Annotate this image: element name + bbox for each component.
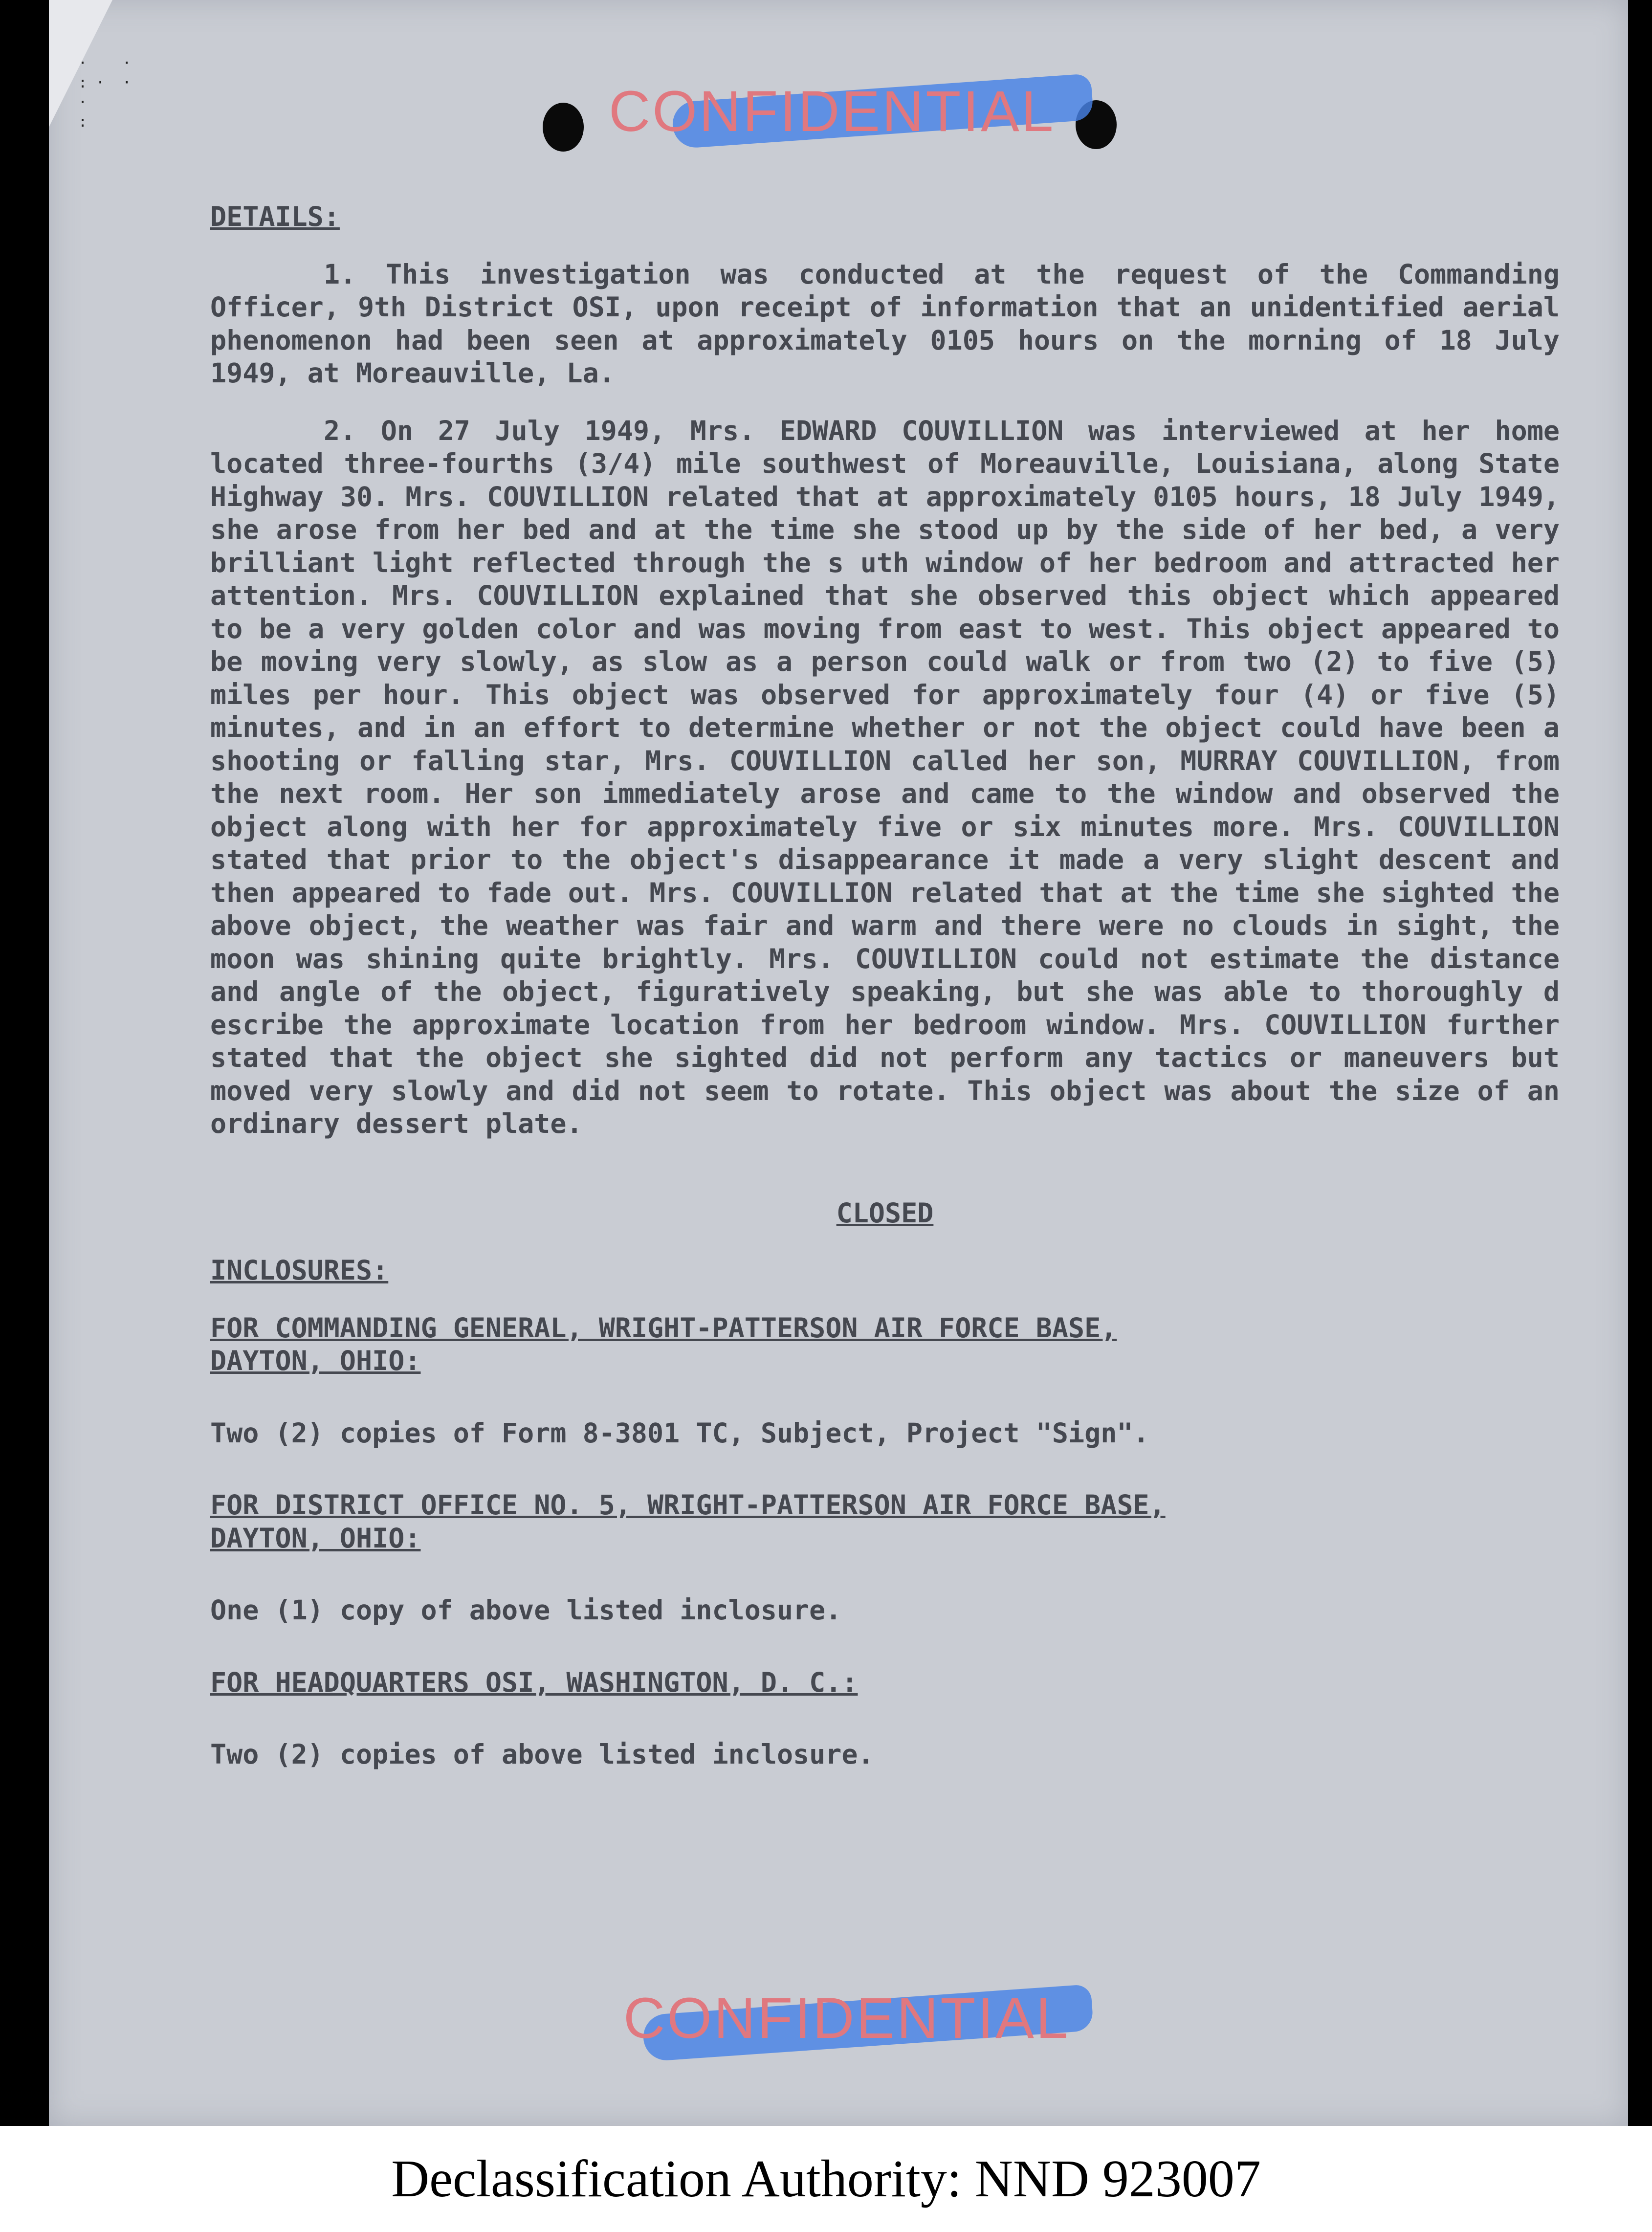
inclosure-3-item: Two (2) copies of above listed inclosure. [210, 1739, 874, 1770]
inclosure-2-address-line1: FOR DISTRICT OFFICE NO. 5, WRIGHT-PATTERSON AIR FORCE BASE, [210, 1489, 1166, 1521]
punch-hole-left [543, 103, 584, 152]
inclosure-1-address-line2: DAYTON, OHIO: [210, 1345, 421, 1376]
inclosure-1-item: Two (2) copies of Form 8-3801 TC, Subject, Project "Sign". [210, 1417, 1149, 1449]
confidential-stamp-top: CONFIDENTIAL [609, 78, 1055, 145]
details-heading: DETAILS: [210, 201, 340, 232]
declassification-footer: Declassification Authority: NND 923007 [0, 2126, 1652, 2232]
inclosure-2-item: One (1) copy of above listed inclosure. [210, 1594, 842, 1626]
document-body [210, 200, 1560, 1771]
confidential-stamp-bottom: CONFIDENTIAL [623, 1985, 1070, 2052]
inclosure-2-address-line2: DAYTON, OHIO: [210, 1522, 421, 1554]
inclosures-heading: INCLOSURES: [210, 1255, 389, 1286]
closed-label: CLOSED [836, 1197, 934, 1229]
inclosure-3-address-line1: FOR HEADQUARTERS OSI, WASHINGTON, D. C.: [210, 1666, 858, 1698]
paragraph-1: 1. This investigation was conducted at the request of the Commanding Officer, 9th District OSI, upon receipt of information that an unidentified aerial phenomenon had been seen at approximately 0105 hours on the morning of 18 July 1949, at Moreauville, La. [210, 258, 1560, 389]
paragraph-2: 2. On 27 July 1949, Mrs. EDWARD COUVILLION was interviewed at her home located three-fourths (3/4) mile southwest of Moreauville, Louisiana, along State Highway 30. Mrs. COUVILLION related that at approximately 0105 hours, 18 July 1949, she arose from her bed and at the time she stood up by the side of her bed, a very brilliant light reflected through the s uth window of her bedroom and attracted her attention. Mrs. COUVILLION explained that she observed this object which appeared to be a very golden color and was moving from east to west. This object appeared to be moving very slowly, as slow as a person could walk or from two (2) to five (5) miles per hour. This object was observed for approximately four (4) or five (5) minutes, and in an effort to determine whether or not the object could have been a shooting or falling star, Mrs. COUVILLION called her son, MURRAY COUVILLION, from the next room. Her son immediately arose and came to the window and observed the object along with her for approximately five or six minutes more. Mrs. COUVILLION stated that prior to the object's disappearance it made a very slight descent and then appeared to fade out. Mrs. COUVILLION related that at the time she sighted the above object, the weather was fair and warm and there were no clouds in sight, the moon was shining quite brightly. Mrs. COUVILLION could not estimate the distance and angle of the object, figuratively speaking, but she was able to thoroughly d escribe the approximate location from her bedroom window. Mrs. COUVILLION further stated that the object she sighted did not perform any tactics or maneuvers but moved very slowly and did not seem to rotate. This object was about the size of an ordinary dessert plate. [210, 415, 1560, 1139]
inclosure-1-address-line1: FOR COMMANDING GENERAL, WRIGHT-PATTERSON AIR FORCE BASE, [210, 1312, 1117, 1344]
paper-specks: · · : · · · : [78, 55, 132, 131]
